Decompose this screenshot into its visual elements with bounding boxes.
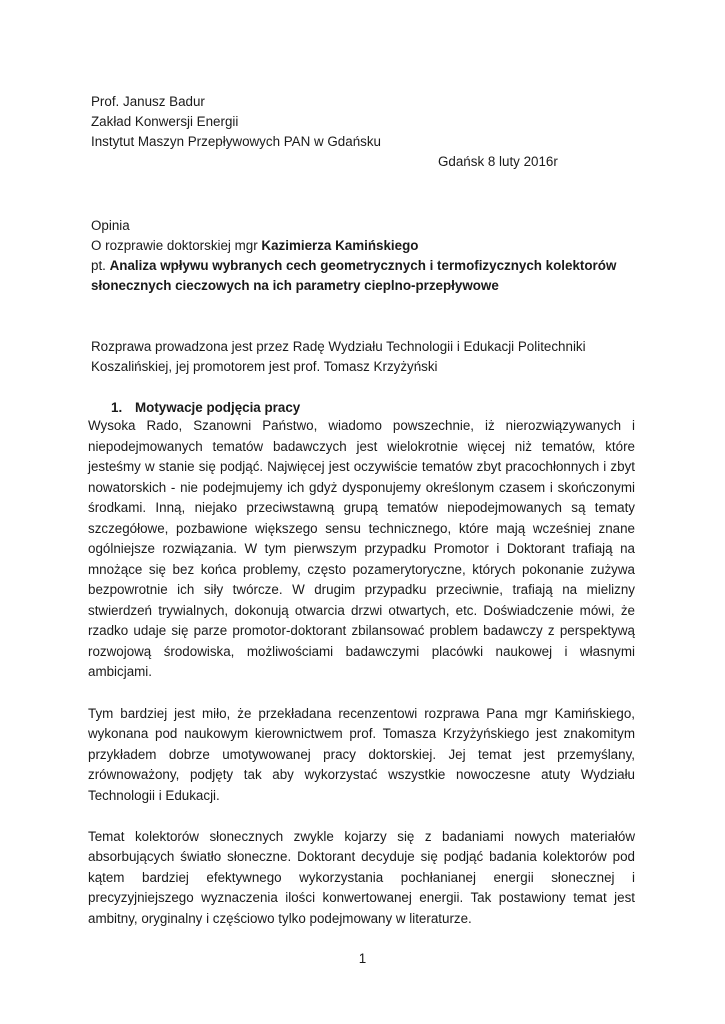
- page-number: 1: [358, 951, 367, 966]
- paragraph-line: wykonana pod naukowym kierownictwem prof. Tomasza Krzyżyńskiego jest znakomitym: [88, 726, 635, 741]
- paragraph-line: nowatorskich - nie podejmujemy ich gdyż dysponujemy określonym czasem i skończonymi: [88, 480, 635, 495]
- paragraph-line: przykładem dobrze umotywowanej pracy doktorskiej. Jej temat jest przemyślany,: [88, 747, 635, 762]
- dissertation-title-part-1: Analiza wpływu wybranych cech geometrycznych i termofizycznych kolektorów: [109, 258, 617, 273]
- paragraph-line: ambicjami.: [88, 664, 152, 679]
- paragraph-line: niepodejmowanych tematów badawczych jest wielokrotnie więcej niż tematów, które: [88, 439, 635, 454]
- paragraph-line: szczegółowe, pozbawione większego sensu technicznego, które mają wcześniej znane: [88, 521, 635, 536]
- candidate-name: Kazimierza Kamińskiego: [261, 238, 419, 253]
- paragraph-line: jesteśmy w stanie się podjąć. Najwięcej jest oczywiście tematów zbyt pracochłonnych i zbyt: [88, 459, 635, 474]
- paragraph-line: bezpowrotnie ich siły twórcze. W drugim przypadku przeciwnie, trafiają na mielizny: [88, 582, 635, 597]
- paragraph-line: Technologii i Edukacji.: [88, 788, 220, 803]
- paragraph-line: środkami. Inną, niejako przeciwstawną grupą tematów niepodejmowanych są tematy: [88, 500, 635, 515]
- paragraph-line: Wysoka Rado, Szanowni Państwo, wiadomo powszechnie, iż nierozwiązywanych i: [88, 418, 635, 433]
- paragraph-line: rozwojową środowiska, możliwościami badawczymi placówki naukowej i własnymi: [88, 644, 635, 659]
- paragraph-line: precyzyjniejszego wyznaczenia ilości konwertowanej energii. Tak postawiony temat jest: [88, 890, 635, 905]
- document-type: Opinia: [91, 218, 130, 233]
- paragraph-line: zrównoważony, podjęty tak aby wykorzystać wszystkie nowoczesne atuty Wydziału: [88, 767, 635, 782]
- intro-line: Rozprawa prowadzona jest przez Radę Wydziału Technologii i Edukacji Politechniki: [91, 339, 586, 354]
- paragraph-line: absorbujących światło słoneczne. Doktorant decyduje się podjąć badania kolektorów pod: [88, 849, 635, 864]
- section-title: Motywacje podjęcia pracy: [135, 400, 301, 415]
- paragraph-line: rzadko udaje się parze promotor-doktorant zbilansować problem badawczy z perspektywą: [88, 623, 635, 638]
- paragraph-line: stwierdzeń trywialnych, dokonują otwarcia drzwi otwartych, etc. Doświadczenie mówi, że: [88, 603, 635, 618]
- subject-prefix: O rozprawie doktorskiej mgr: [91, 238, 262, 253]
- place-date: Gdańsk 8 luty 2016r: [438, 154, 558, 169]
- section-heading: [111, 399, 300, 417]
- dissertation-title-line-2: słonecznych cieczowych na ich parametry cieplno-przepływowe: [91, 278, 499, 293]
- paragraph-line: kątem bardziej efektywnego wykorzystania pochłanianej energii słonecznej i: [88, 870, 635, 885]
- dissertation-subject: [91, 237, 418, 255]
- paragraph-line: ambitny, oryginalny i częściowo tylko podejmowany w literaturze.: [88, 911, 472, 926]
- title-prefix: pt.: [91, 258, 110, 273]
- institute-name: Instytut Maszyn Przepływowych PAN w Gdańsku: [91, 134, 381, 149]
- paragraph-line: Tym bardziej jest miło, że przekładana recenzentowi rozprawa Pana mgr Kamińskiego,: [88, 706, 635, 721]
- paragraph-line: ogólniejsze rozwiązania. W tym pierwszym przypadku Promotor i Doktorant trafiają na: [88, 541, 635, 556]
- department-name: Zakład Konwersji Energii: [91, 114, 239, 129]
- paragraph-line: mnożące się bez końca problemy, często pozamerytoryczne, których pokonanie zużywa: [88, 562, 635, 577]
- dissertation-title-line-1: [91, 257, 616, 275]
- author-name: Prof. Janusz Badur: [91, 94, 205, 109]
- intro-line: Koszalińskiej, jej promotorem jest prof. Tomasz Krzyżyński: [91, 359, 438, 374]
- paragraph-line: Temat kolektorów słonecznych zwykle kojarzy się z badaniami nowych materiałów: [88, 829, 635, 844]
- section-number: 1.: [111, 400, 123, 415]
